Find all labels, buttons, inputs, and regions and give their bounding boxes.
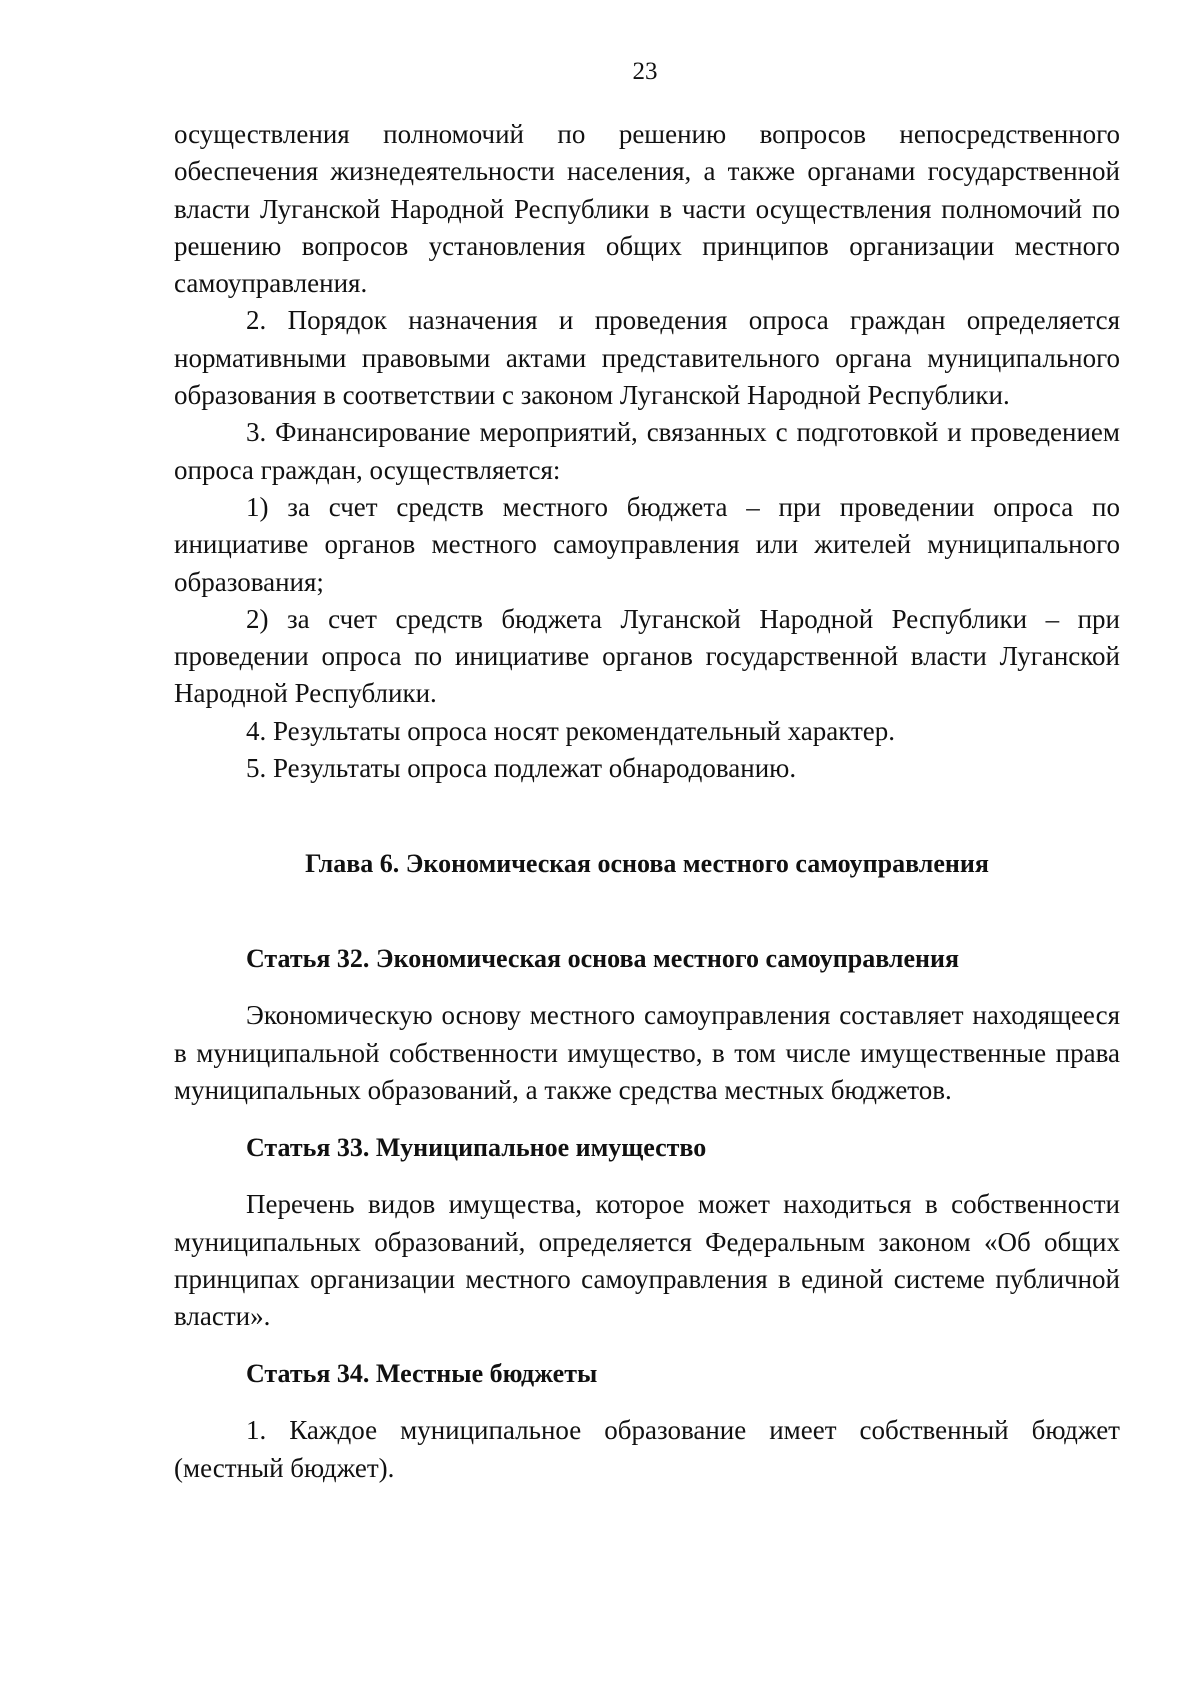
article-34-heading: Статья 34. Местные бюджеты <box>246 1359 598 1389</box>
article-33-text: Перечень видов имущества, которое может находиться в собственности муниципальных образований, определяется Федеральным законом «Об общих принципах организации местного самоуправления в единой системе публичной власти». <box>174 1189 1120 1332</box>
paragraph-subitem-2: 2) за счет средств бюджета Луганской Народной Республики – при проведении опроса по инициативе органов государственной власти Луганской Народной Республики. <box>174 603 1120 709</box>
paragraph-item-3: 3. Финансирование мероприятий, связанных с подготовкой и проведением опроса граждан, осуществляется: <box>174 417 1120 485</box>
article-34-text: 1. Каждое муниципальное образование имеет собственный бюджет (местный бюджет). <box>174 1415 1120 1483</box>
article-32-text: Экономическую основу местного самоуправления составляет находящееся в муниципальной собственности имущество, в том числе имущественные права муниципальных образований, а также средства местных бюджетов. <box>174 1000 1120 1105</box>
article-33-heading: Статья 33. Муниципальное имущество <box>246 1133 707 1163</box>
paragraph-continuation: осуществления полномочий по решению вопросов непосредственного обеспечения жизнедеятельности населения, а также органами государственной власти Луганской Народной Республики в части осуществления полномочий по решению вопросов установления общих принципов организации местного самоуправления. <box>174 119 1120 299</box>
paragraph-subitem-1: 1) за счет средств местного бюджета – при проведении опроса по инициативе органов местного самоуправления или жителей муниципального образования; <box>174 491 1120 597</box>
paragraph-item-5: 5. Результаты опроса подлежат обнародованию. <box>246 753 797 784</box>
paragraph-item-2: 2. Порядок назначения и проведения опроса граждан определяется нормативными правовыми актами представительного органа муниципального образования в соответствии с законом Луганской Народной Республики. <box>174 305 1120 411</box>
page-content <box>174 116 1120 1487</box>
page-number: 23 <box>632 58 658 85</box>
chapter-heading: Глава 6. Экономическая основа местного самоуправления <box>305 849 989 879</box>
paragraph-item-4: 4. Результаты опроса носят рекомендательный характер. <box>246 715 896 746</box>
article-32-heading: Статья 32. Экономическая основа местного самоуправления <box>246 944 960 974</box>
